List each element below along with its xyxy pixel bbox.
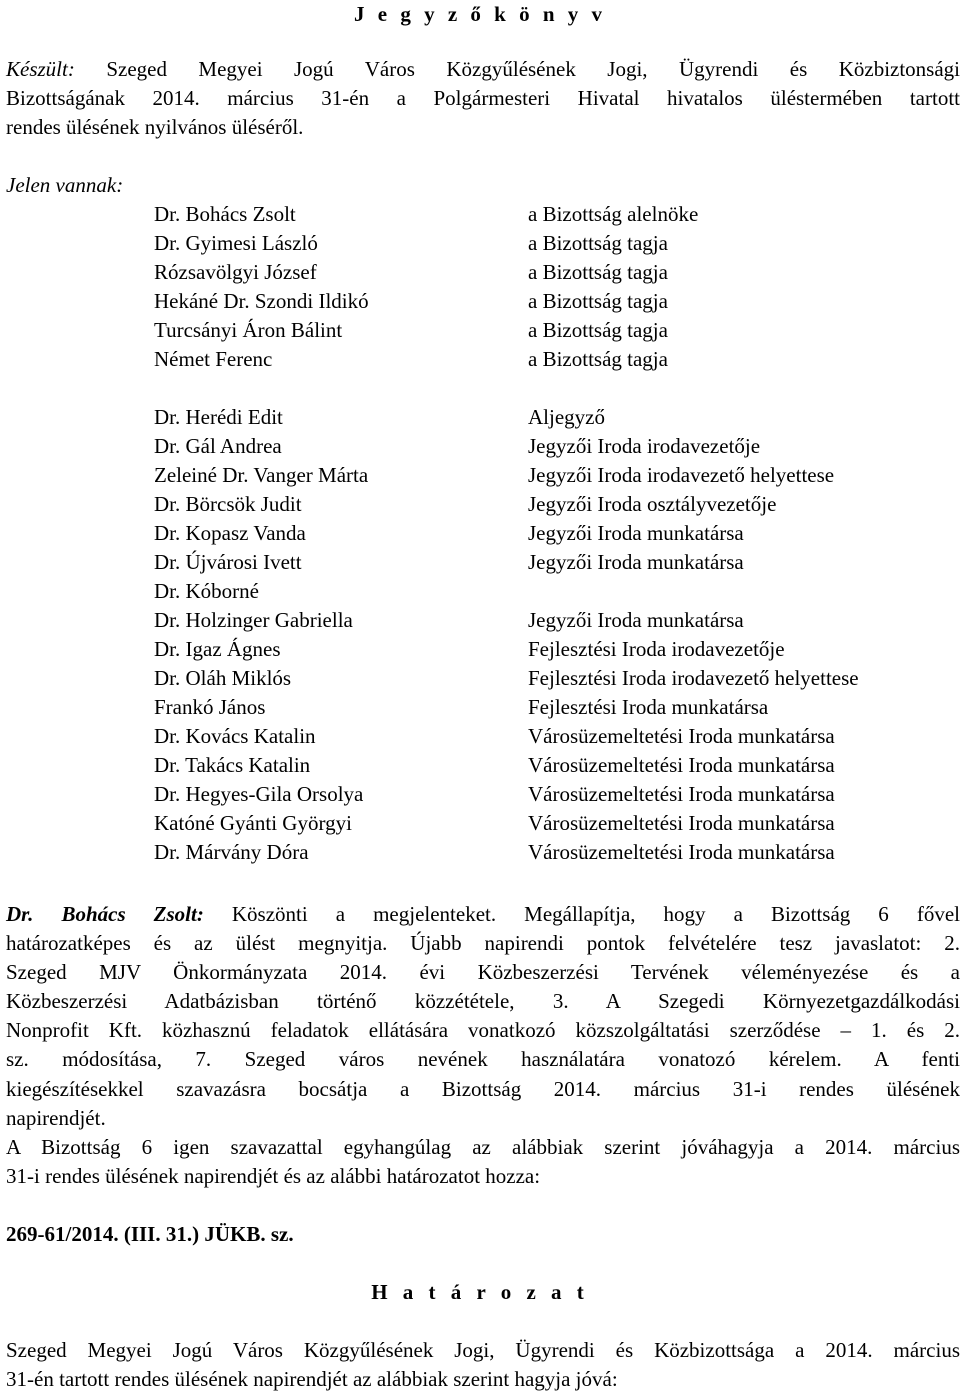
opening-line-6: kiegészítésekkel szavazásra bocsátja a Bizottság 2014. március 31-i rendes ülésének <box>6 1076 960 1101</box>
opening-line-2: Szeged MJV Önkormányzata 2014. évi Közbeszerzési Tervének véleményezése és a <box>6 960 960 985</box>
staff-name: Dr. Hegyes-Gila Orsolya <box>154 782 364 806</box>
staff-name: Dr. Oláh Miklós <box>154 666 292 690</box>
members-name: Dr. Bohács Zsolt <box>154 202 296 226</box>
members-role: a Bizottság tagja <box>528 260 668 284</box>
members-role: a Bizottság tagja <box>528 318 668 342</box>
staff-role: Aljegyző <box>528 405 605 429</box>
resolution-line-1: Szeged Megyei Jogú Város Közgyűlésének Jogi, Ügyrendi és Közbizottsága a 2014. március <box>6 1338 960 1362</box>
opening-paragraph <box>6 900 960 1133</box>
staff-role: Városüzemeltetési Iroda munkatársa <box>528 724 835 748</box>
members-name: Dr. Gyimesi László <box>154 231 318 255</box>
opening-line-5: sz. módosítása, 7. Szeged város nevének használatára vonatozó kérelem. A fenti <box>6 1047 960 1072</box>
resolution-line-2: 31-én tartott rendes ülésének napirendjét az alábbiak szerint hagyja jóvá: <box>6 1367 618 1392</box>
resolution-text <box>6 1336 960 1394</box>
opening-line-7: napirendjét. <box>6 1105 106 1130</box>
staff-role: Jegyzői Iroda irodavezető helyettese <box>528 463 835 487</box>
staff-name: Zeleiné Dr. Vanger Márta <box>154 463 369 487</box>
staff-name: Dr. Kóborné <box>154 579 259 603</box>
members-role: a Bizottság tagja <box>528 347 668 371</box>
opening-line-4: Nonprofit Kft. közhasznú feladatok ellátására vonatkozó közszolgáltatási szerződése – 1. és 2. <box>6 1018 960 1043</box>
opening-speaker: Dr. Bohács Zsolt: <box>6 902 204 926</box>
staff-role: Jegyzői Iroda munkatársa <box>528 608 744 632</box>
staff-name: Dr. Takács Katalin <box>154 753 311 777</box>
members-name: Hekáné Dr. Szondi Ildikó <box>154 289 369 313</box>
staff-name: Frankó János <box>154 695 266 719</box>
staff-role: Jegyzői Iroda osztályvezetője <box>528 492 777 516</box>
staff-role: Fejlesztési Iroda irodavezetője <box>528 637 785 661</box>
opening-line-3: Közbeszerzési Adatbázisban történő közzététele, 3. A Szegedi Környezetgazdálkodási <box>6 989 960 1014</box>
staff-role: Városüzemeltetési Iroda munkatársa <box>528 753 835 777</box>
staff-role: Fejlesztési Iroda munkatársa <box>528 695 769 719</box>
staff-role: Városüzemeltetési Iroda munkatársa <box>528 840 835 864</box>
document-title: J e g y z ő k ö n y v <box>354 2 606 26</box>
members-name: Német Ferenc <box>154 347 273 371</box>
opening-line-0: Köszönti a megjelenteket. Megállapítja, hogy a Bizottság 6 fővel <box>203 902 960 926</box>
staff-name: Dr. Újvárosi Ivett <box>154 550 302 574</box>
vote-line-1: A Bizottság 6 igen szavazattal egyhangúlag az alábbiak szerint jóváhagyja a 2014. március <box>6 1135 960 1159</box>
staff-role: Jegyzői Iroda munkatársa <box>528 521 744 545</box>
staff-name: Dr. Márvány Dóra <box>154 840 309 864</box>
members-name: Rózsavölgyi József <box>154 260 317 284</box>
staff-name: Dr. Igaz Ágnes <box>154 637 281 661</box>
intro-line-2: Bizottságának 2014. március 31-én a Polgármesteri Hivatal hivatalos üléstermében tartott <box>6 86 960 111</box>
staff-name: Dr. Börcsök Judit <box>154 492 302 516</box>
staff-role: Jegyzői Iroda irodavezetője <box>528 434 761 458</box>
resolution-number: 269-61/2014. (III. 31.) JÜKB. sz. <box>6 1222 294 1246</box>
intro-paragraph <box>6 55 960 142</box>
staff-name: Dr. Gál Andrea <box>154 434 282 458</box>
staff-name: Dr. Kopasz Vanda <box>154 521 306 545</box>
vote-paragraph <box>6 1133 960 1191</box>
staff-name: Katóné Gyánti Györgyi <box>154 811 352 835</box>
members-role: a Bizottság tagja <box>528 289 668 313</box>
intro-line-1: Szeged Megyei Jogú Város Közgyűlésének Jogi, Ügyrendi és Közbiztonsági <box>106 57 960 81</box>
resolution-heading: H a t á r o z a t <box>371 1280 589 1304</box>
opening-line-1: határozatképes és az ülést megnyitja. Újabb napirendi pontok felvételére tesz javaslatot: 2. <box>6 931 960 956</box>
present-label: Jelen vannak: <box>6 173 124 197</box>
vote-line-2: 31-i rendes ülésének napirendjét és az alábbi határozatot hozza: <box>6 1164 541 1189</box>
members-name: Turcsányi Áron Bálint <box>154 318 343 342</box>
members-role: a Bizottság alelnöke <box>528 202 699 226</box>
staff-name: Dr. Kovács Katalin <box>154 724 316 748</box>
staff-name: Dr. Herédi Edit <box>154 405 283 429</box>
staff-name: Dr. Holzinger Gabriella <box>154 608 353 632</box>
intro-label: Készült: <box>6 57 75 81</box>
members-role: a Bizottság tagja <box>528 231 668 255</box>
staff-role: Jegyzői Iroda munkatársa <box>528 550 744 574</box>
intro-line-3: rendes ülésének nyilvános üléséről. <box>6 115 304 140</box>
staff-role: Városüzemeltetési Iroda munkatársa <box>528 782 835 806</box>
staff-role: Városüzemeltetési Iroda munkatársa <box>528 811 835 835</box>
staff-role: Fejlesztési Iroda irodavezető helyettese <box>528 666 859 690</box>
